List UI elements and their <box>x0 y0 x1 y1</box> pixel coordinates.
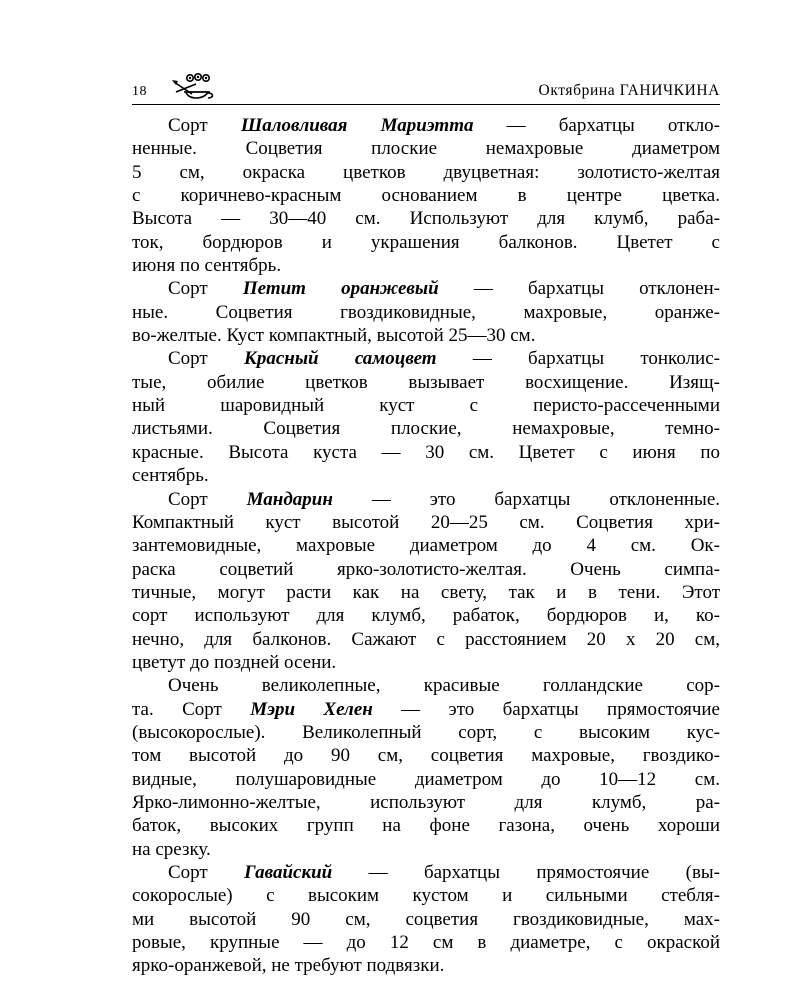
text-line <box>132 534 720 557</box>
text-segment: листьями. Соцветия плоские, немахровые, темно- <box>132 418 720 440</box>
variety-name: Мандарин <box>246 488 333 510</box>
text-segment: во-желтые. Куст компактный, высотой 25—30 см. <box>132 325 536 347</box>
text-line <box>132 417 720 440</box>
text-segment: тые, обилие цветков вызывает восхищение. Изящ- <box>132 371 720 393</box>
text-segment: июня по сентябрь. <box>132 255 282 277</box>
running-head: Октябрина ГАНИЧКИНА <box>538 82 720 99</box>
text-segment: Сорт <box>168 488 247 510</box>
text-line <box>132 744 720 767</box>
text-segment: видные, полушаровидные диаметром до 10—12 см. <box>132 768 720 790</box>
text-segment: сентябрь. <box>132 465 209 487</box>
text-segment: 5 см, окраска цветков двуцветная: золотисто-желтая <box>132 161 720 183</box>
text-line <box>132 137 720 160</box>
text-segment: Ярко-лимонно-желтые, используют для клумб, ра- <box>132 791 720 813</box>
text-line <box>132 511 720 534</box>
header-rule <box>132 104 720 105</box>
variety-name: Гавайский <box>244 862 333 883</box>
text-line <box>132 604 720 627</box>
text-line <box>132 698 720 721</box>
text-line <box>132 674 720 697</box>
text-line <box>132 184 720 207</box>
text-segment: Сорт <box>168 348 244 370</box>
body-text <box>132 114 720 978</box>
text-segment: раска соцветий ярко-золотисто-желтая. Очень симпа- <box>132 558 720 580</box>
page-header <box>132 78 720 104</box>
variety-name: Мэри Хелен <box>250 698 373 720</box>
variety-name: Красный самоцвет <box>243 348 437 370</box>
text-line <box>132 394 720 417</box>
text-line <box>132 768 720 791</box>
text-line <box>132 371 720 394</box>
text-segment: — бархатцы отклo- <box>473 115 720 136</box>
text-line <box>132 558 720 581</box>
text-line <box>132 207 720 230</box>
text-segment: на срезку. <box>132 838 211 860</box>
text-segment: ровые, крупные — до 12 см в диаметре, с окраской <box>132 932 720 954</box>
text-line <box>132 954 720 977</box>
text-segment: том высотой до 90 см, соцветия махровые, гвоздико- <box>132 745 720 767</box>
text-line <box>132 838 720 861</box>
text-line <box>132 231 720 254</box>
text-segment: красные. Высота куста — 30 см. Цветет с июня по <box>132 441 720 463</box>
text-segment: — бархатцы тонколис- <box>436 348 720 370</box>
page-number: 18 <box>132 84 147 99</box>
text-line <box>132 324 720 347</box>
text-line <box>132 347 720 370</box>
text-segment: цветут до поздней осени. <box>132 651 337 673</box>
text-segment: Очень великолепные, красивые голландские сор- <box>168 675 720 697</box>
text-segment: — бархатцы отклонен- <box>438 278 720 300</box>
text-segment: ток, бордюров и украшения балконов. Цветет с <box>132 231 720 253</box>
garden-tools-emblem-icon <box>170 72 218 104</box>
text-line <box>132 814 720 837</box>
text-line <box>132 628 720 651</box>
text-segment: Сорт <box>168 862 245 883</box>
text-line <box>132 884 720 907</box>
text-segment: ярко-оранжевой, не требуют подвязки. <box>132 955 445 977</box>
text-line <box>132 931 720 954</box>
text-segment: тичные, могут расти как на свету, так и в тени. Этот <box>132 581 720 603</box>
text-line <box>132 114 720 137</box>
text-segment: с коричнево-красным основанием в центре цветка. <box>132 185 720 207</box>
text-segment: Высота — 30—40 см. Используют для клумб, раба- <box>132 208 720 230</box>
variety-name: Петит оранжевый <box>242 278 439 300</box>
text-segment: ми высотой 90 см, соцветия гвоздиковидные, мах- <box>132 908 720 930</box>
text-segment: Сорт <box>168 278 243 300</box>
text-line <box>132 791 720 814</box>
text-segment: ненные. Соцветия плоские немахровые диаметром <box>132 138 720 160</box>
text-line <box>132 441 720 464</box>
text-line <box>132 651 720 674</box>
variety-name: Шаловливая Мариэтта <box>240 115 474 136</box>
text-segment: сорт используют для клумб, рабаток, бордюров и, ко- <box>132 605 720 627</box>
text-segment: баток, высоких групп на фоне газона, очень хороши <box>132 815 720 837</box>
text-line <box>132 254 720 277</box>
text-segment: нечно, для балконов. Сажают с расстоянием 20 х 20 см, <box>132 628 720 650</box>
text-line <box>132 464 720 487</box>
text-segment: — это бархатцы отклоненные. <box>332 488 720 510</box>
text-segment: сокорослые) с высоким кустом и сильными стебля- <box>132 885 720 907</box>
text-line <box>132 277 720 300</box>
text-segment: — это бархатцы прямостоячие <box>372 698 720 720</box>
text-line <box>132 908 720 931</box>
text-line <box>132 161 720 184</box>
text-segment: ные. Соцветия гвоздиковидные, махровые, оранже- <box>132 301 720 323</box>
text-line <box>132 721 720 744</box>
text-segment: зантемовидные, махровые диаметром до 4 см. Ок- <box>132 535 720 557</box>
text-segment: ный шаровидный куст с перисто-рассеченными <box>132 395 720 417</box>
text-line <box>132 861 720 884</box>
text-segment: та. Сорт <box>132 698 251 720</box>
text-segment: (высокорослые). Великолепный сорт, с высоким кус- <box>132 721 720 743</box>
text-line <box>132 581 720 604</box>
text-segment: Компактный куст высотой 20—25 см. Соцветия хри- <box>132 511 720 533</box>
text-segment: Сорт <box>168 115 241 136</box>
text-segment: — бархатцы прямостоячие (вы- <box>332 862 720 883</box>
text-line <box>132 301 720 324</box>
text-line <box>132 488 720 511</box>
